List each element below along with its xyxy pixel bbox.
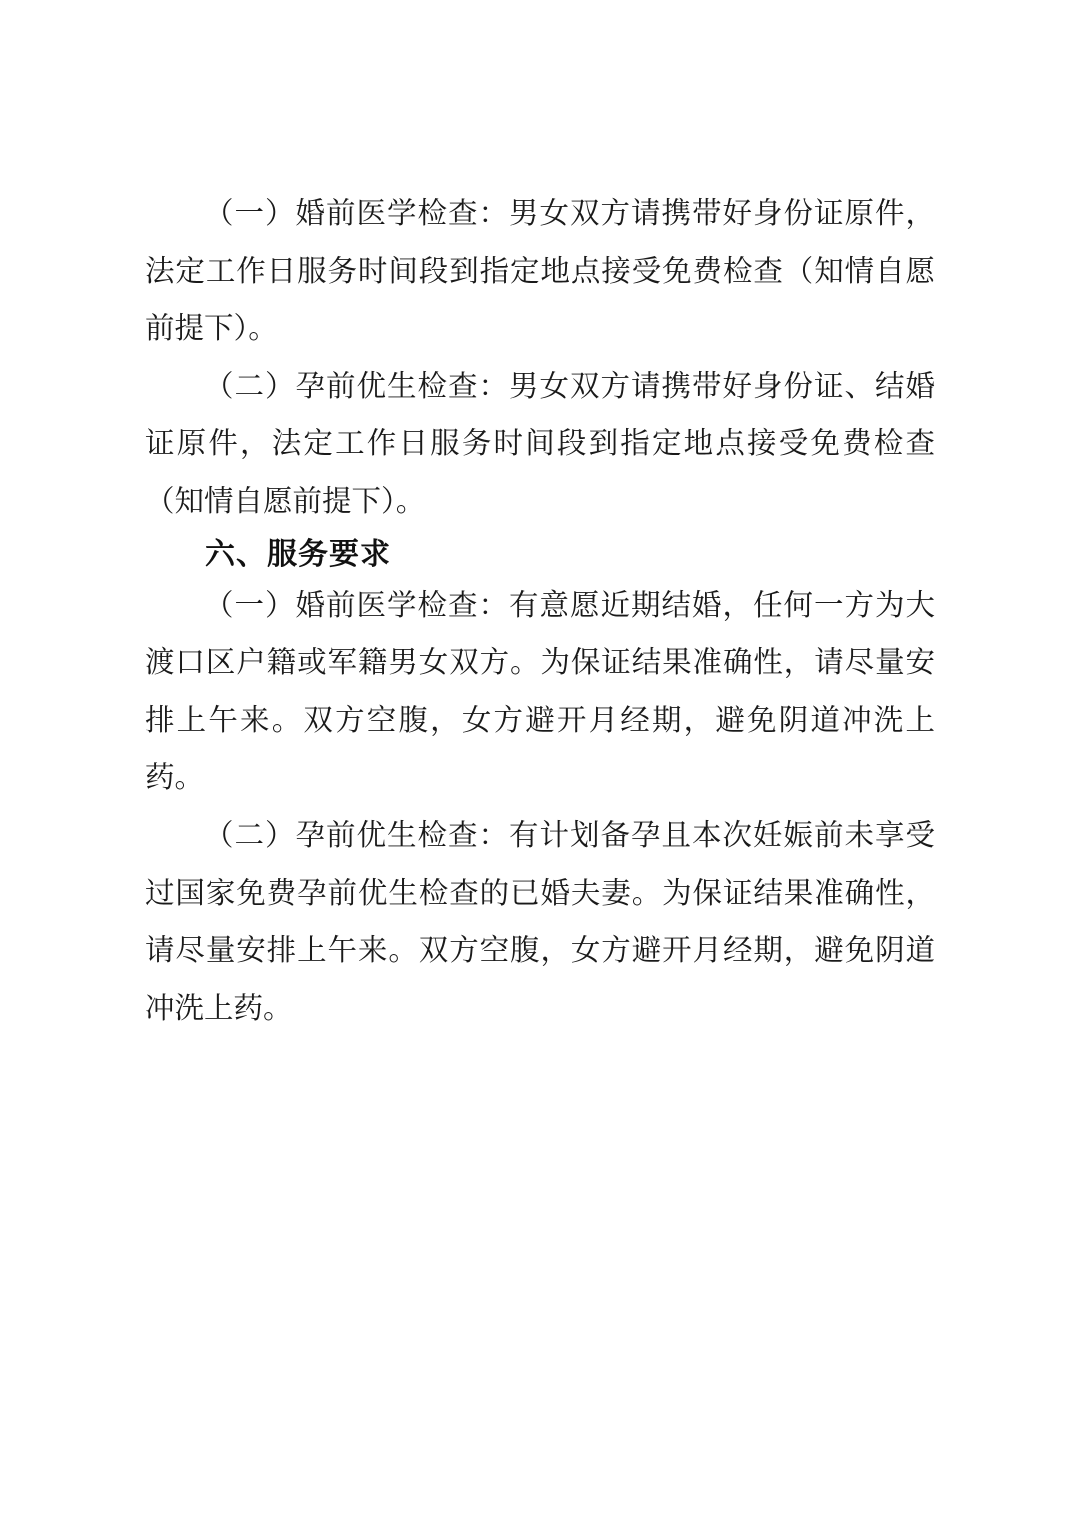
- section-heading-service-requirements: 六、服务要求: [205, 537, 391, 571]
- paragraph-preconception-checkup-materials: （二）孕前优生检查：男女双方请携带好身份证、结婚证原件，法定工作日服务时间段到指定地点接受免费检查（知情自愿前提下）。: [145, 370, 935, 518]
- document-text-block: [145, 186, 935, 1038]
- paragraph-preconception-checkup-requirements: （二）孕前优生检查：有计划备孕且本次妊娠前未享受过国家免费孕前优生检查的已婚夫妻。为保证结果准确性，请尽量安排上午来。双方空腹，女方避开月经期，避免阴道冲洗上药。: [145, 819, 935, 1025]
- paragraph-premarital-checkup-requirements: （一）婚前医学检查：有意愿近期结婚，任何一方为大渡口区户籍或军籍男女双方。为保证结果准确性，请尽量安排上午来。双方空腹，女方避开月经期，避免阴道冲洗上药。: [145, 589, 935, 795]
- paragraph-premarital-checkup-materials: （一）婚前医学检查：男女双方请携带好身份证原件，法定工作日服务时间段到指定地点接受免费检查（知情自愿前提下）。: [145, 198, 935, 346]
